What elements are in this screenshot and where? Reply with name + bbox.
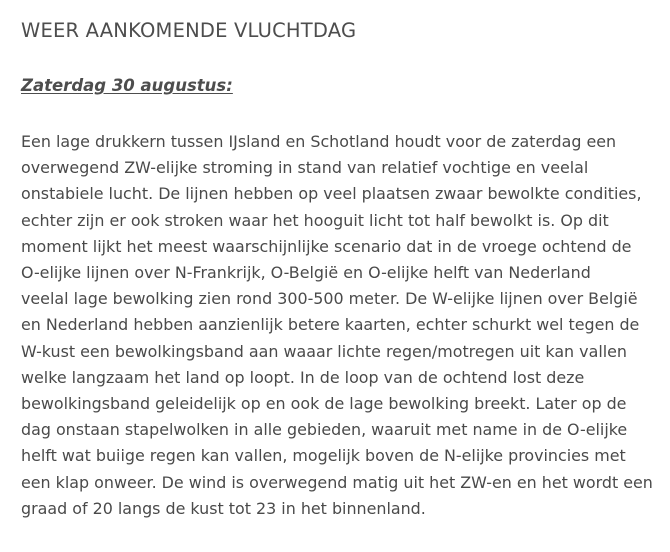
forecast-line: O-elijke lijnen over N-Frankrijk, O-België en O-elijke helft van Nederland (21, 263, 591, 283)
forecast-paragraph (21, 129, 661, 522)
forecast-line: helft wat buiige regen kan vallen, mogelijk boven de N-elijke provincies met (21, 446, 626, 466)
forecast-line: graad of 20 langs de kust tot 23 in het binnenland. (21, 498, 426, 518)
forecast-line: moment lijkt het meest waarschijnlijke scenario dat in de vroege ochtend de (21, 236, 632, 256)
date-heading: Zaterdag 30 augustus: (21, 76, 233, 95)
forecast-line: dag onstaan stapelwolken in alle gebieden, waaruit met name in de O-elijke (21, 420, 628, 440)
forecast-line: Een lage drukkern tussen IJsland en Schotland houdt voor de zaterdag een (21, 132, 617, 151)
page-title: WEER AANKOMENDE VLUCHTDAG (21, 19, 357, 42)
forecast-line: veelal lage bewolking zien rond 300-500 meter. De W-elijke lijnen over België (21, 289, 638, 309)
forecast-line: W-kust een bewolkingsband aan waaar lichte regen/motregen uit kan vallen (21, 341, 627, 361)
forecast-line: welke langzaam het land op loopt. In de loop van de ochtend lost deze (21, 367, 585, 387)
forecast-line: en Nederland hebben aanzienlijk betere kaarten, echter schurkt wel tegen de (21, 315, 640, 335)
forecast-line: een klap onweer. De wind is overwegend matig uit het ZW-en en het wordt een (21, 472, 653, 492)
forecast-line: onstabiele lucht. De lijnen hebben op veel plaatsen zwaar bewolkte condities, (21, 184, 642, 204)
forecast-line: overwegend ZW-elijke stroming in stand van relatief vochtige en veelal (21, 158, 589, 178)
forecast-line: bewolkingsband geleidelijk op en ook de lage bewolking breekt. Later op de (21, 394, 627, 414)
forecast-line: echter zijn er ook stroken waar het hooguit licht tot half bewolkt is. Op dit (21, 210, 609, 230)
